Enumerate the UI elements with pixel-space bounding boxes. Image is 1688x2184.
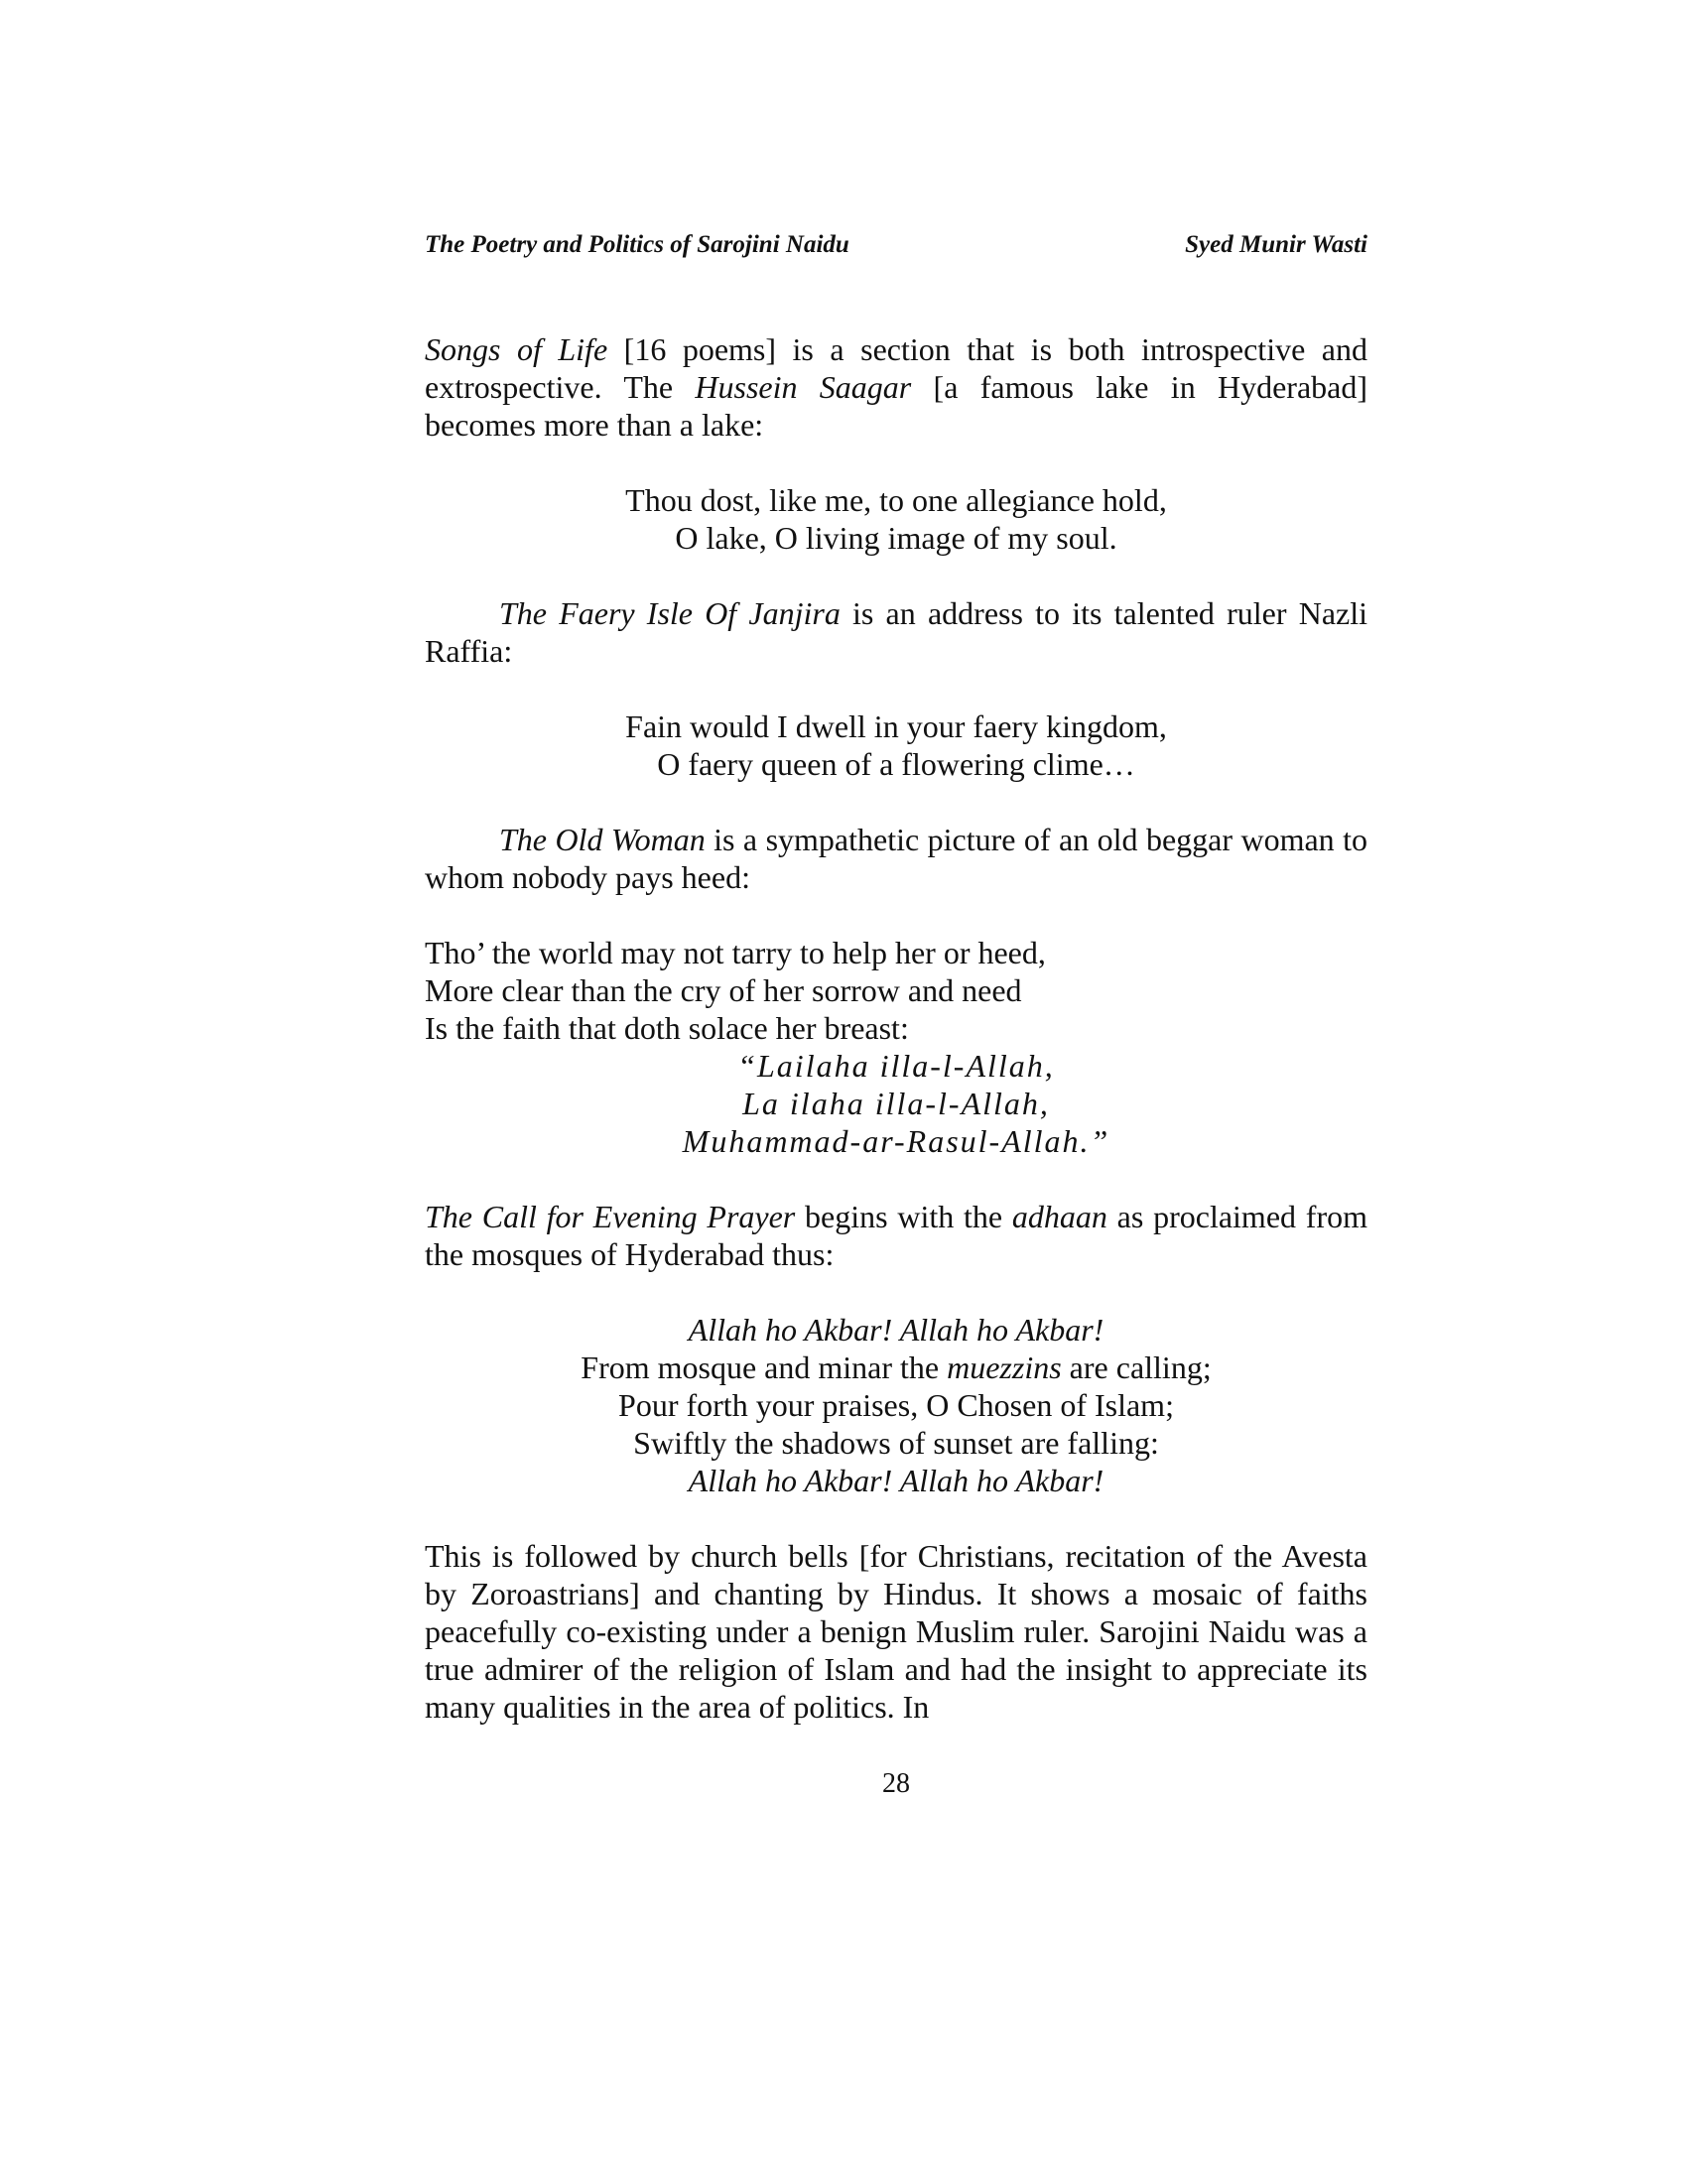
italic-line: Allah ho Akbar! Allah ho Akbar!: [688, 1312, 1104, 1348]
text-run: From mosque and minar the: [581, 1349, 948, 1385]
verse-line: Fain would I dwell in your faery kingdom,: [625, 708, 1167, 744]
verse-line: Tho’ the world may not tarry to help her or heed,: [425, 935, 1046, 970]
italic-title: Hussein Saagar: [695, 369, 912, 405]
header-author: Syed Munir Wasti: [1185, 231, 1367, 258]
verse-line: [425, 1462, 1367, 1499]
verse-line: [425, 1311, 1367, 1349]
verse-line: O lake, O living image of my soul.: [675, 520, 1117, 556]
header-title: The Poetry and Politics of Sarojini Naidu: [425, 231, 849, 258]
text-run: are calling;: [1061, 1349, 1212, 1385]
text-run: as proclaimed from the mosques of Hyderabad thus:: [425, 1199, 1368, 1272]
text-run: begins with the: [795, 1199, 1012, 1234]
paragraph-closing: This is followed by church bells [for Christians, recitation of the Avesta by Zoroastrians] and chanting by Hindus. It shows a mosaic of faiths peacefully co-existing under a benign Muslim ruler. Sarojini Naidu was a true admirer of the religion of Islam and had the insight to appreciate its many qualities in the area of politics. In: [425, 1538, 1367, 1725]
text-run: [a famous lake in Hyderabad] becomes more than a lake:: [425, 369, 1368, 443]
verse-line: Is the faith that doth solace her breast:: [425, 1010, 909, 1046]
verse-line: Thou dost, like me, to one allegiance hold,: [625, 482, 1167, 518]
italic-line: Allah ho Akbar! Allah ho Akbar!: [688, 1463, 1104, 1498]
verse-line-arabic: La ilaha illa-l-Allah,: [742, 1086, 1050, 1121]
text-run: is a sympathetic picture of an old beggar woman to whom nobody pays heed:: [425, 822, 1367, 895]
verse-line-arabic: Muhammad-ar-Rasul-Allah.”: [682, 1123, 1110, 1159]
paragraph-janjira: [425, 594, 1367, 670]
italic-title: The Old Woman: [499, 822, 706, 857]
verse-line-arabic: “Lailaha illa-l-Allah,: [737, 1048, 1055, 1084]
italic-title: The Call for Evening Prayer: [425, 1199, 796, 1234]
paragraph-evening-prayer: [425, 1198, 1367, 1273]
italic-title: The Faery Isle Of Janjira: [499, 595, 841, 631]
verse-line: O faery queen of a flowering clime…: [657, 746, 1135, 782]
text-run: [16 poems] is a section that is both introspective and extrospective. The: [425, 331, 1368, 405]
page-number: 28: [882, 1768, 910, 1799]
paragraph-old-woman: [425, 821, 1367, 896]
body-text: [425, 330, 1367, 1726]
verse-line: Pour forth your praises, O Chosen of Islam;: [618, 1387, 1174, 1423]
italic-title: Songs of Life: [425, 331, 608, 367]
italic-term: muezzins: [947, 1349, 1062, 1385]
verse-line: [425, 1349, 1367, 1386]
italic-term: adhaan: [1011, 1199, 1107, 1234]
verse-line: More clear than the cry of her sorrow and need: [425, 972, 1022, 1008]
verse-line: Swiftly the shadows of sunset are falling:: [633, 1425, 1159, 1461]
paragraph-songs-of-life: [425, 330, 1367, 444]
text-run: is an address to its talented ruler Nazli Raffia:: [425, 595, 1368, 669]
